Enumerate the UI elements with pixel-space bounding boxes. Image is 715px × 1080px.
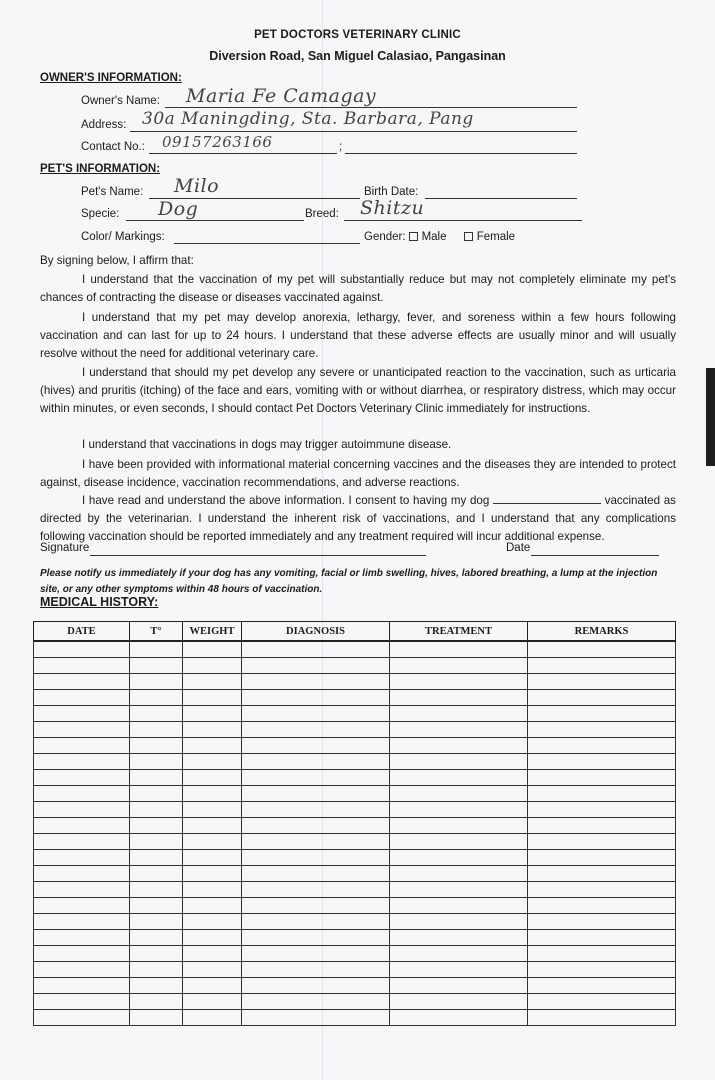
table-cell[interactable]: [130, 850, 183, 866]
table-cell[interactable]: [183, 754, 242, 770]
table-cell[interactable]: [183, 674, 242, 690]
consent-paragraph-5: I have been provided with informational material concerning vaccines and the diseases they are intended to protect against, disease incidence, vaccination recommendations, and adverse reactions.: [40, 458, 676, 489]
column-header-weight: WEIGHT: [183, 622, 242, 642]
table-row: [34, 914, 676, 930]
contact-label: Contact No.:: [81, 141, 145, 153]
table-row: [34, 722, 676, 738]
table-cell[interactable]: [242, 690, 390, 706]
table-cell[interactable]: [242, 706, 390, 722]
table-cell[interactable]: [242, 722, 390, 738]
table-row: [34, 818, 676, 834]
birth-date-line[interactable]: [425, 198, 577, 199]
table-cell[interactable]: [390, 818, 528, 834]
clinic-name: PET DOCTORS VETERINARY CLINIC: [254, 29, 461, 41]
table-cell[interactable]: [242, 850, 390, 866]
color-line[interactable]: [174, 243, 360, 244]
column-header-remarks: REMARKS: [528, 622, 676, 642]
table-cell[interactable]: [528, 802, 676, 818]
table-cell[interactable]: [34, 898, 130, 914]
table-cell[interactable]: [130, 994, 183, 1010]
table-cell[interactable]: [242, 866, 390, 882]
table-cell[interactable]: [242, 962, 390, 978]
table-cell[interactable]: [242, 786, 390, 802]
table-cell[interactable]: [390, 754, 528, 770]
medical-history-rows: [34, 641, 676, 1026]
gender-label: Gender:: [364, 231, 406, 243]
table-cell[interactable]: [34, 818, 130, 834]
table-cell[interactable]: [183, 1010, 242, 1026]
table-cell[interactable]: [390, 930, 528, 946]
contact-field[interactable]: 09157263166: [162, 133, 273, 151]
table-cell[interactable]: [34, 962, 130, 978]
contact-line-2: [345, 153, 577, 154]
table-cell[interactable]: [183, 738, 242, 754]
female-label: Female: [476, 231, 516, 243]
table-cell[interactable]: [528, 738, 676, 754]
address-field[interactable]: 30a Maningding, Sta. Barbara, Pang: [142, 109, 474, 129]
table-cell[interactable]: [130, 898, 183, 914]
table-cell[interactable]: [130, 770, 183, 786]
table-cell[interactable]: [242, 834, 390, 850]
table-cell[interactable]: [34, 834, 130, 850]
table-cell[interactable]: [242, 978, 390, 994]
table-cell[interactable]: [390, 802, 528, 818]
table-cell[interactable]: [34, 866, 130, 882]
table-cell[interactable]: [130, 962, 183, 978]
medical-history-table: [33, 621, 676, 1026]
table-row: [34, 641, 676, 658]
scan-edge-mark: [706, 368, 715, 466]
table-cell[interactable]: [130, 658, 183, 674]
table-cell[interactable]: [130, 738, 183, 754]
owner-name-label: Owner's Name:: [81, 95, 160, 107]
column-header-temperature: T°: [130, 622, 183, 642]
birth-date-label: Birth Date:: [364, 186, 419, 198]
table-cell[interactable]: [130, 1010, 183, 1026]
table-cell[interactable]: [390, 786, 528, 802]
table-cell[interactable]: [528, 754, 676, 770]
table-cell[interactable]: [242, 658, 390, 674]
table-cell[interactable]: [130, 834, 183, 850]
clinic-address: Diversion Road, San Miguel Calasiao, Pangasinan: [209, 49, 506, 63]
table-cell[interactable]: [390, 674, 528, 690]
table-cell[interactable]: [34, 786, 130, 802]
table-cell[interactable]: [34, 706, 130, 722]
table-cell[interactable]: [242, 946, 390, 962]
table-cell[interactable]: [528, 658, 676, 674]
table-cell[interactable]: [390, 946, 528, 962]
table-cell[interactable]: [130, 930, 183, 946]
table-cell[interactable]: [130, 722, 183, 738]
table-row: [34, 770, 676, 786]
table-cell[interactable]: [528, 946, 676, 962]
table-cell[interactable]: [528, 850, 676, 866]
table-cell[interactable]: [528, 641, 676, 658]
table-cell[interactable]: [390, 914, 528, 930]
pet-name-label: Pet's Name:: [81, 186, 144, 198]
table-cell[interactable]: [183, 802, 242, 818]
table-cell[interactable]: [242, 882, 390, 898]
medical-history-title: MEDICAL HISTORY:: [40, 595, 159, 609]
dog-vaccine-blank[interactable]: [493, 493, 601, 504]
column-header-treatment: TREATMENT: [390, 622, 528, 642]
contact-separator: ;: [339, 141, 343, 153]
table-cell[interactable]: [242, 802, 390, 818]
table-cell[interactable]: [242, 930, 390, 946]
table-cell[interactable]: [183, 818, 242, 834]
table-row: [34, 834, 676, 850]
address-label: Address:: [81, 119, 127, 131]
column-header-date: DATE: [34, 622, 130, 642]
table-cell[interactable]: [242, 1010, 390, 1026]
table-cell[interactable]: [528, 786, 676, 802]
table-cell[interactable]: [390, 978, 528, 994]
specie-field[interactable]: Dog: [158, 198, 199, 220]
table-row: [34, 930, 676, 946]
table-row: [34, 962, 676, 978]
gender-group: [364, 231, 515, 243]
table-cell[interactable]: [130, 914, 183, 930]
table-cell[interactable]: [242, 994, 390, 1010]
table-cell[interactable]: [242, 914, 390, 930]
table-cell[interactable]: [528, 978, 676, 994]
table-cell[interactable]: [390, 722, 528, 738]
table-cell[interactable]: [390, 738, 528, 754]
table-cell[interactable]: [528, 994, 676, 1010]
male-label: Male: [421, 231, 447, 243]
table-cell[interactable]: [528, 674, 676, 690]
table-cell[interactable]: [34, 978, 130, 994]
table-cell[interactable]: [183, 962, 242, 978]
table-cell[interactable]: [528, 898, 676, 914]
date-label: Date: [506, 542, 531, 554]
table-cell[interactable]: [390, 962, 528, 978]
table-cell[interactable]: [34, 690, 130, 706]
table-cell[interactable]: [242, 898, 390, 914]
table-cell[interactable]: [183, 834, 242, 850]
table-cell[interactable]: [242, 674, 390, 690]
table-row: [34, 1010, 676, 1026]
consent-paragraph-6: [40, 492, 676, 546]
table-cell[interactable]: [528, 866, 676, 882]
notice-text: Please notify us immediately if your dog has any vomiting, facial or limb swelling, hives, labored breathing, a lump at the injection site, or any other symptoms within 48 hours of vaccination.: [40, 568, 658, 595]
table-cell[interactable]: [242, 754, 390, 770]
table-cell[interactable]: [183, 898, 242, 914]
table-cell[interactable]: [130, 978, 183, 994]
date-line[interactable]: [531, 555, 659, 556]
table-cell[interactable]: [183, 850, 242, 866]
table-cell[interactable]: [34, 930, 130, 946]
table-cell[interactable]: [242, 770, 390, 786]
table-cell[interactable]: [390, 658, 528, 674]
table-cell[interactable]: [130, 946, 183, 962]
specie-line: [126, 220, 304, 221]
table-cell[interactable]: [34, 946, 130, 962]
table-cell[interactable]: [390, 834, 528, 850]
table-cell[interactable]: [390, 866, 528, 882]
table-cell[interactable]: [130, 818, 183, 834]
table-cell[interactable]: [34, 994, 130, 1010]
table-cell[interactable]: [183, 946, 242, 962]
table-row: [34, 866, 676, 882]
table-cell[interactable]: [34, 770, 130, 786]
table-cell[interactable]: [390, 898, 528, 914]
table-cell[interactable]: [130, 802, 183, 818]
consent-intro: By signing below, I affirm that:: [40, 254, 194, 267]
table-cell[interactable]: [130, 882, 183, 898]
table-row: [34, 674, 676, 690]
breed-field[interactable]: Shitzu: [360, 197, 425, 219]
breed-label: Breed:: [305, 208, 339, 220]
consent-p6-end: vaccinated as directed by the veterinarian. I understand the inherent risk of vaccinations, and I understand that any complications following vaccination should be reported immediately and any treatment required will incur additional expense.: [40, 494, 676, 543]
table-cell[interactable]: [183, 866, 242, 882]
table-cell[interactable]: [390, 641, 528, 658]
table-cell[interactable]: [390, 850, 528, 866]
table-cell[interactable]: [242, 738, 390, 754]
table-cell[interactable]: [390, 770, 528, 786]
table-cell[interactable]: [528, 722, 676, 738]
table-cell[interactable]: [183, 706, 242, 722]
table-cell[interactable]: [242, 818, 390, 834]
table-cell[interactable]: [34, 850, 130, 866]
table-cell[interactable]: [34, 914, 130, 930]
table-cell[interactable]: [528, 818, 676, 834]
pet-section-title: PET'S INFORMATION:: [40, 163, 161, 175]
table-cell[interactable]: [183, 770, 242, 786]
consent-paragraph-2: I understand that my pet may develop anorexia, lethargy, fever, and soreness within a few hours following vaccination and can last for up to 24 hours. I understand that these adverse effects are usually minor and will usually resolve without the need for additional veterinary care.: [40, 311, 676, 360]
table-cell[interactable]: [390, 994, 528, 1010]
table-cell[interactable]: [130, 786, 183, 802]
table-cell[interactable]: [34, 722, 130, 738]
table-cell[interactable]: [528, 914, 676, 930]
table-cell[interactable]: [34, 882, 130, 898]
table-cell[interactable]: [183, 722, 242, 738]
table-cell[interactable]: [390, 1010, 528, 1026]
consent-p6-start: I have read and understand the above information. I consent to having my dog: [82, 494, 490, 507]
color-label: Color/ Markings:: [81, 231, 165, 243]
table-cell[interactable]: [390, 882, 528, 898]
table-cell[interactable]: [183, 930, 242, 946]
table-row: [34, 882, 676, 898]
table-cell[interactable]: [183, 786, 242, 802]
table-row: [34, 786, 676, 802]
table-row: [34, 738, 676, 754]
table-cell[interactable]: [183, 882, 242, 898]
table-cell[interactable]: [242, 641, 390, 658]
owner-section-title: OWNER'S INFORMATION:: [40, 72, 182, 84]
breed-line: [344, 220, 582, 221]
table-cell[interactable]: [34, 754, 130, 770]
table-cell[interactable]: [34, 738, 130, 754]
owner-name-line: [165, 107, 577, 108]
table-cell[interactable]: [183, 641, 242, 658]
owner-name-field[interactable]: Maria Fe Camagay: [186, 85, 377, 107]
table-cell[interactable]: [528, 706, 676, 722]
table-row: [34, 946, 676, 962]
table-row: [34, 994, 676, 1010]
pet-name-field[interactable]: Milo: [174, 175, 220, 197]
specie-label: Specie:: [81, 208, 120, 220]
table-cell[interactable]: [528, 930, 676, 946]
male-checkbox[interactable]: [409, 232, 418, 241]
signature-row: [40, 542, 89, 554]
table-cell[interactable]: [34, 658, 130, 674]
table-row: [34, 898, 676, 914]
table-cell[interactable]: [130, 754, 183, 770]
table-cell[interactable]: [130, 706, 183, 722]
column-header-diagnosis: DIAGNOSIS: [242, 622, 390, 642]
table-cell[interactable]: [183, 994, 242, 1010]
female-checkbox[interactable]: [464, 232, 473, 241]
table-cell[interactable]: [130, 866, 183, 882]
table-cell[interactable]: [34, 674, 130, 690]
contact-line-1: [149, 153, 337, 154]
table-cell[interactable]: [183, 690, 242, 706]
table-cell[interactable]: [528, 882, 676, 898]
table-cell[interactable]: [528, 834, 676, 850]
table-cell[interactable]: [34, 641, 130, 658]
consent-paragraph-1: I understand that the vaccination of my pet will substantially reduce but may not completely eliminate my pet's chances of contracting the disease or diseases vaccinated against.: [40, 273, 676, 304]
table-row: [34, 978, 676, 994]
table-row: [34, 706, 676, 722]
table-row: [34, 850, 676, 866]
table-row: [34, 802, 676, 818]
table-cell[interactable]: [34, 802, 130, 818]
table-row: [34, 690, 676, 706]
table-cell[interactable]: [130, 690, 183, 706]
table-cell[interactable]: [390, 690, 528, 706]
table-row: [34, 658, 676, 674]
table-cell[interactable]: [183, 978, 242, 994]
table-cell[interactable]: [34, 1010, 130, 1026]
table-header-row: [34, 622, 676, 642]
consent-paragraph-3: I understand that should my pet develop any severe or unanticipated reaction to the vaccination, such as urticaria (hives) and pruritis (itching) of the face and ears, vomiting with or without diarrhea, or respiratory distress, which may occur within minutes, or even seconds, I should contact Pet Doctors Veterinary Clinic immediately for instructions.: [40, 366, 676, 415]
signature-label: Signature: [40, 542, 90, 554]
table-cell[interactable]: [130, 674, 183, 690]
table-cell[interactable]: [528, 690, 676, 706]
consent-paragraph-4: I understand that vaccinations in dogs may trigger autoimmune disease.: [82, 438, 452, 451]
table-cell[interactable]: [528, 770, 676, 786]
table-cell[interactable]: [528, 1010, 676, 1026]
address-line: [130, 131, 577, 132]
table-cell[interactable]: [390, 706, 528, 722]
signature-line[interactable]: [90, 555, 426, 556]
table-row: [34, 754, 676, 770]
table-cell[interactable]: [183, 914, 242, 930]
table-cell[interactable]: [130, 641, 183, 658]
table-cell[interactable]: [183, 658, 242, 674]
table-cell[interactable]: [528, 962, 676, 978]
